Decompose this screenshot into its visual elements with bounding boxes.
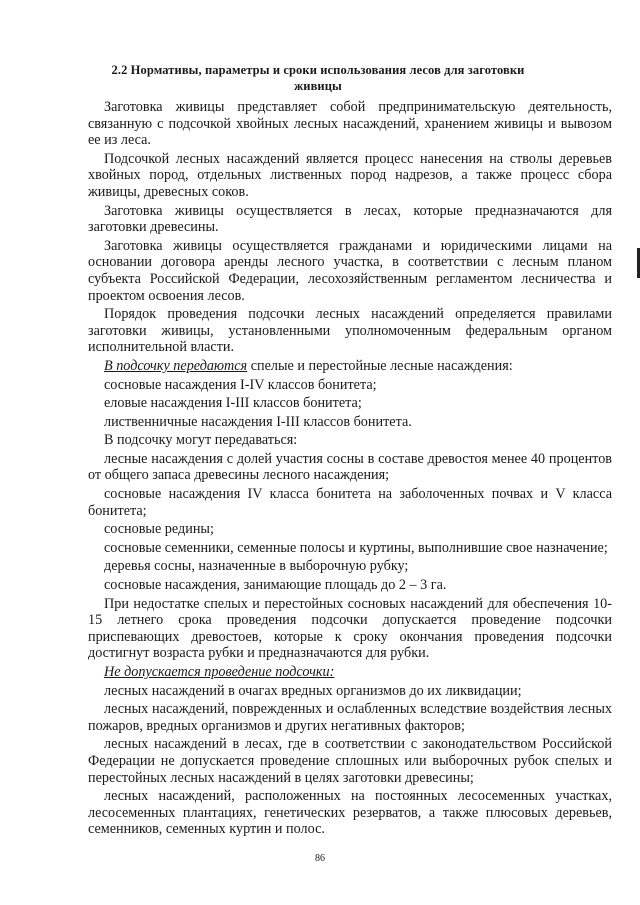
not-allowed-item: лесных насаждений, расположенных на постоянных лесосеменных участках, лесосеменных плантациях, генетических резерватов, а также плюсовых деревьев, семенников, семенных куртин и полос. (88, 788, 612, 838)
may-transfer-item: лесные насаждения с долей участия сосны в составе древостоя менее 40 процентов от общего запаса древесины лесного насаждения; (88, 450, 612, 484)
section-heading-line-1: 2.2 Нормативы, параметры и сроки использования лесов для заготовки (111, 63, 525, 77)
transfer-item: лиственничные насаждения I-III классов бонитета. (104, 413, 412, 430)
transfer-item: еловые насаждения I-III классов бонитета; (104, 395, 362, 412)
not-allowed-lead: Не допускается проведение подсочки: (104, 664, 335, 680)
may-transfer-item: сосновые редины; (104, 521, 214, 538)
page-number: 86 (315, 853, 325, 864)
paragraph: Заготовка живицы осуществляется гражданами и юридическими лицами на основании договора аренды лесного участка, в соответствии с лесным планом субъекта Российской Федерации, лесохозяйственным регламентом лесничества и проектом освоения лесов. (88, 237, 612, 304)
transfer-lead-rest: спелые и перестойные лесные насаждения: (247, 357, 513, 374)
may-transfer-item: сосновые насаждения, занимающие площадь до 2 – 3 га. (104, 577, 447, 594)
document-body (88, 99, 612, 840)
paragraph: Заготовка живицы представляет собой предпринимательскую деятельность, связанную с подсочкой хвойных лесных насаждений, хранением живицы и вывозом ее из леса. (88, 99, 612, 149)
not-allowed-item: лесных насаждений в очагах вредных организмов до их ликвидации; (104, 682, 522, 699)
paragraph: Подсочкой лесных насаждений является процесс нанесения на стволы деревьев хвойных пород, отдельных лиственных пород надрезов, а также процесс сбора живицы, древесных соков. (88, 150, 612, 200)
transfer-lead-underlined: В подсочку передаются (104, 357, 248, 374)
not-allowed-item: лесных насаждений в лесах, где в соответствии с законодательством Российской Федерации не допускается проведение сплошных или выборочных рубок спелых и перестойных лесных насаждений в целях заготовки древесины; (88, 736, 612, 786)
shortage-paragraph: При недостатке спелых и перестойных сосновых насаждений для обеспечения 10-15 летнего срока проведения подсочки допускается проведение подсочки приспевающих древостоев, которые к сроку окончания проведения подсочки достигнут возраста рубки и предназначаются для рубки. (88, 595, 612, 662)
section-heading (88, 62, 548, 94)
transfer-item: сосновые насаждения I-IV классов бонитета; (104, 376, 377, 393)
section-heading-line-2: живицы (294, 79, 342, 93)
may-transfer-lead: В подсочку могут передаваться: (104, 432, 298, 449)
transfer-lead (88, 358, 612, 375)
paragraph: Заготовка живицы осуществляется в лесах, которые предназначаются для заготовки древесины. (88, 202, 612, 236)
not-allowed-item: лесных насаждений, поврежденных и ослабленных вследствие воздействия лесных пожаров, вредных организмов и других негативных факторов; (88, 701, 612, 734)
may-transfer-item: сосновые насаждения IV класса бонитета на заболоченных почвах и V класса бонитета; (88, 486, 612, 519)
may-transfer-item: сосновые семенники, семенные полосы и куртины, выполнившие свое назначение; (104, 539, 608, 556)
may-transfer-item: деревья сосны, назначенные в выборочную рубку; (104, 558, 409, 575)
paragraph: Порядок проведения подсочки лесных насаждений определяется правилами заготовки живицы, установленными уполномоченным федеральным органом исполнительной власти. (88, 306, 612, 356)
